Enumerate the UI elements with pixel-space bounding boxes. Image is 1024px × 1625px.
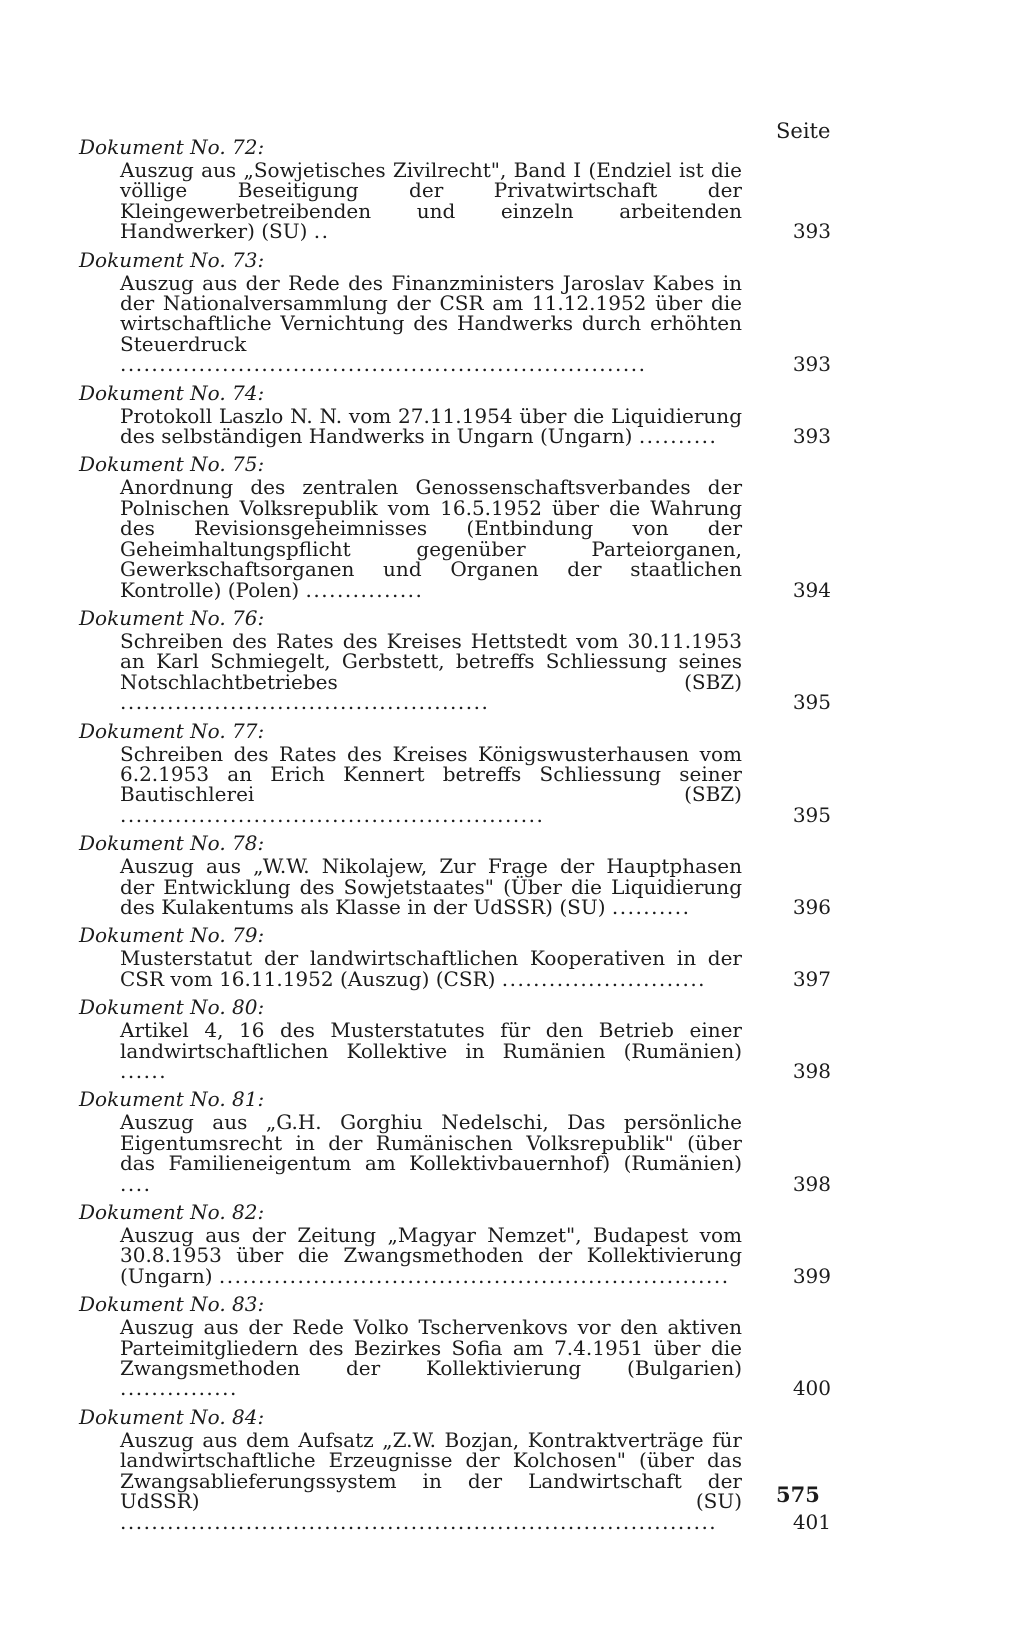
entry-description xyxy=(79,1427,831,1534)
entry-description xyxy=(79,1020,831,1081)
toc-entry xyxy=(79,994,831,1081)
entry-description xyxy=(79,856,831,917)
entry-text: Schreiben des Rates des Kreises Hettstedt vom 30.11.1953 an Karl Schmiegelt, Gerbstett, betreffs Schliessung seines Notschlachtbetriebes (SBZ) xyxy=(120,628,742,694)
page-reference: 396 xyxy=(792,894,831,919)
entry-text: Auszug aus der Zeitung „Magyar Nemzet", Budapest vom 30.8.1953 über die Zwangsmethoden der Kollektivierung (Ungarn) xyxy=(120,1223,742,1288)
entry-text: Auszug aus dem Aufsatz „Z.W. Bozjan, Kontraktverträge für landwirtschaftliche Erzeugnisse der Kolchosen" (über das Zwangsablieferungssystem in der Landwirtschaft der UdSSR) (SU) xyxy=(120,1427,742,1514)
document-number-label: Dokument No. 83: xyxy=(79,1292,265,1317)
entry-description xyxy=(79,1317,831,1399)
page-reference: 398 xyxy=(792,1059,831,1083)
page-reference: 394 xyxy=(792,577,831,602)
entry-text: Auszug aus der Rede Volko Tschervenkovs vor den aktiven Parteimitgliedern des Bezirkes Sofia am 7.4.1951 über die Zwangsmethoden der Kollektivierung (Bulgarien) xyxy=(120,1315,742,1381)
toc-entry-list xyxy=(79,134,831,1537)
toc-entry xyxy=(79,134,831,242)
dot-leader: ................................................................... xyxy=(120,352,647,377)
page-reference: 400 xyxy=(792,1376,831,1401)
document-number-label: Dokument No. 84: xyxy=(79,1404,265,1429)
toc-entry xyxy=(79,718,831,826)
entry-description xyxy=(79,403,831,449)
toc-entry xyxy=(79,380,831,447)
toc-entry xyxy=(79,922,831,989)
dot-leader: ............................................................................ xyxy=(120,1509,718,1534)
page-column-heading: Seite xyxy=(776,119,831,143)
toc-entry xyxy=(79,1199,831,1286)
page-reference: 398 xyxy=(792,1171,831,1196)
toc-entry xyxy=(79,247,831,375)
entry-text: Musterstatut der landwirtschaftlichen Kooperativen in der CSR vom 16.11.1952 (Auszug) (CSR) xyxy=(120,946,742,991)
dot-leader: ............... xyxy=(120,1376,238,1401)
document-number-label: Dokument No. 72: xyxy=(79,135,265,159)
document-number-label: Dokument No. 77: xyxy=(79,718,265,743)
entry-description xyxy=(79,1112,831,1194)
dot-leader: ............... xyxy=(305,577,424,602)
entry-description xyxy=(79,628,831,715)
entry-description xyxy=(79,741,831,827)
document-number-label: Dokument No. 75: xyxy=(79,452,265,477)
entry-text: Protokoll Laszlo N. N. vom 27.11.1954 über die Liquidierung des selbständigen Handwerks in Ungarn (Ungarn) xyxy=(120,403,742,449)
entry-description xyxy=(79,948,831,989)
dot-leader: .. xyxy=(313,219,330,244)
entry-description xyxy=(79,1225,831,1286)
toc-entry xyxy=(79,605,831,713)
dot-leader: ...................................................... xyxy=(120,802,545,827)
dot-leader: .......................... xyxy=(501,966,707,991)
document-number-label: Dokument No. 78: xyxy=(79,831,265,856)
page-reference: 397 xyxy=(792,966,831,991)
entry-text: Auszug aus „Sowjetisches Zivilrecht", Band I (Endziel ist die völlige Beseitigung der Privatwirtschaft der Kleingewerbetreibenden und einzeln arbeitenden Handwerker) (SU) xyxy=(120,158,742,244)
dot-leader: .... xyxy=(120,1171,152,1196)
document-number-label: Dokument No. 80: xyxy=(79,995,265,1020)
dot-leader: ...... xyxy=(120,1059,168,1083)
dot-leader: ............................................... xyxy=(120,690,490,715)
document-number-label: Dokument No. 74: xyxy=(79,380,265,405)
page-reference: 393 xyxy=(792,219,831,244)
page-reference: 393 xyxy=(792,424,831,449)
entry-text: Auszug aus „G.H. Gorghiu Nedelschi, Das persönliche Eigentumsrecht in der Rumänischen Volksrepublik" (über das Familieneigentum am Kollektivbauernhof) (Rumänien) xyxy=(120,1110,742,1176)
toc-entry xyxy=(79,1291,831,1399)
document-number-label: Dokument No. 82: xyxy=(79,1200,265,1225)
entry-text: Artikel 4, 16 des Musterstatutes für den Betrieb einer landwirtschaftlichen Kollektive in Rumänien (Rumänien) xyxy=(120,1018,742,1063)
page-reference: 399 xyxy=(792,1263,831,1288)
toc-entry xyxy=(79,1086,831,1194)
page-reference: 393 xyxy=(792,352,831,377)
document-number-label: Dokument No. 81: xyxy=(79,1087,265,1112)
entry-description xyxy=(79,475,831,602)
dot-leader: .......... xyxy=(638,424,718,449)
entry-description xyxy=(79,160,831,242)
entry-text: Auszug aus „W.W. Nikolajew, Zur Frage der Hauptphasen der Entwicklung des Sowjetstaates" (Über die Liquidierung des Kulakentums als Klasse in der UdSSR) (SU) xyxy=(120,854,742,919)
toc-entry xyxy=(79,830,831,917)
page-reference: 395 xyxy=(792,690,831,715)
document-number-label: Dokument No. 76: xyxy=(79,605,265,630)
document-number-label: Dokument No. 79: xyxy=(79,923,265,948)
entry-description xyxy=(79,270,831,377)
document-number-label: Dokument No. 73: xyxy=(79,247,265,272)
entry-text: Anordnung des zentralen Genossenschaftsverbandes der Polnischen Volksrepublik vom 16.5.1952 über die Wahrung des Revisionsgeheimnisses (Entbindung von der Geheimhaltungspflicht gegenüber Parteiorganen, Gewerkschaftsorganen und Organen der staatlichen Kontrolle) (Polen) xyxy=(120,475,742,602)
dot-leader: ................................................................. xyxy=(218,1263,730,1288)
dot-leader: .......... xyxy=(611,894,691,919)
page-number: 575 xyxy=(776,1482,820,1507)
page-reference: 395 xyxy=(792,802,831,827)
page-reference: 401 xyxy=(792,1509,831,1534)
toc-entry xyxy=(79,1404,831,1532)
entry-text: Auszug aus der Rede des Finanzministers Jaroslav Kabes in der Nationalversammlung der CSR am 11.12.1952 über die wirtschaftliche Vernichtung des Handwerks durch erhöhten Steuerdruck xyxy=(120,270,742,356)
entry-text: Schreiben des Rates des Kreises Königswusterhausen vom 6.2.1953 an Erich Kennert betreffs Schliessung seiner Bautischlerei (SBZ) xyxy=(120,741,742,807)
toc-entry xyxy=(79,451,831,602)
